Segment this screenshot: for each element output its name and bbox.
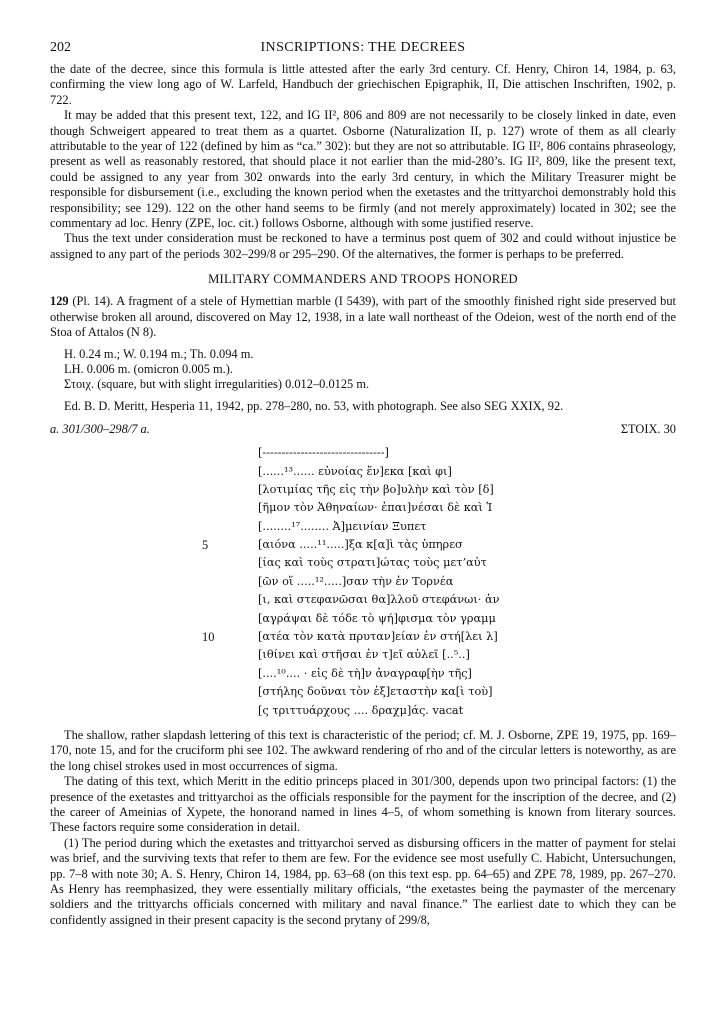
inscription-line — [50, 683, 676, 701]
measurement-letter-height: LH. 0.006 m. (omicron 0.005 m.). — [64, 361, 233, 376]
inscription-line — [50, 628, 676, 646]
commentary-paragraph-1: The shallow, rather slapdash lettering of this text is characteristic of the period; cf. M. J. Osborne, ZPE 19, 1975, pp. 169–170, note 15, and for the cruciform phi see 102. The awkward rendering of rho and of the circular letters is noteworthy, as are the long chisel strokes used in most occurrences of sigma. — [50, 727, 676, 773]
inscription-line — [50, 665, 676, 683]
line-text: [ι, καὶ στεφανῶσαι θα]λλοῦ στεφάνωι· ἀν — [258, 593, 500, 607]
commentary-paragraph-2: The dating of this text, which Meritt in the editio princeps placed in 301/300, depends upon two principal factors: (1) the presence of the exetastes and trittyarchoi as the officials responsible for the payment for the inscription of the decree, and (2) the career of Ameinias of Xypete, the honorand named in lines 4–5, of whom something is known from literary sources. These factors require some consideration in detail. — [50, 774, 676, 835]
inscription-line — [50, 702, 676, 720]
line-text: [........¹⁷........ Ἀ]μεινίαν Ξυπετ — [258, 519, 427, 533]
inscription-line — [50, 554, 676, 572]
inscription-line — [50, 646, 676, 664]
inscription-line — [50, 499, 676, 517]
page-number: 202 — [50, 40, 71, 55]
line-text: [στήλης δοῦναι τὸν ἐξ]εταστὴν κα[ὶ τοὺ] — [258, 685, 493, 699]
line-text: [....¹⁰.... · εἰς δὲ τὴ]ν ἀναγραφ[ὴν τῆς] — [258, 666, 472, 680]
section-title: MILITARY COMMANDERS AND TROOPS HONORED — [208, 272, 518, 287]
line-number: 5 — [202, 538, 209, 553]
inscription-line — [50, 481, 676, 499]
inscription-date: a. 301/300–298/7 a. — [50, 422, 150, 437]
entry-description — [50, 294, 676, 340]
inscription-line — [50, 610, 676, 628]
intro-paragraph-2: It may be added that this present text, 122, and IG II², 806 and 809 are not necessarily to be closely linked in date, even though Schweigert appeared to treat them as a quartet. Osborne (Naturalization II, p. 127) wrote of them as all clearly attributable to the year of 122 (defined by him as “ca.” 302): but they are not so attributable. IG II², 806 contains phraseology, present as well as reasonably restored, that should place it not earlier than the mid-280’s. IG II², 809, like the present text, could be assigned to any year from 302 onwards into the early 3rd century, in which the Military Treasurer might be responsible for disbursement (i.e., excluding the known period when the exetastes and the trittyarchoi demonstrably hold this responsibility; see 129). 122 on the other hand seems to be firmly (and not merely approximately) located in 302; see the commentary ad loc. Henry (ZPE, loc. cit.) follows Osborne, although with some justified reserve. — [50, 108, 676, 231]
inscription-line — [50, 463, 676, 481]
intro-paragraph-3: Thus the text under consideration must be reckoned to have a terminus post quem of 302 and could without injustice be assigned to any part of the periods 302–299/8 or 295–290. Of the alternatives, the former is perhaps to be preferred. — [50, 231, 676, 261]
inscription-line — [50, 573, 676, 591]
line-text: [αγράψαι δὲ τόδε τὸ ψή]φισμα τὸν γραμμ — [258, 611, 496, 625]
date-row — [50, 420, 676, 438]
measurement-stoichedon: Στοιχ. (square, but with slight irregularities) 0.012–0.0125 m. — [64, 377, 370, 392]
line-text: [ιθίνει καὶ στῆσαι ἐν τ]εῖ αὐλεῖ [..⁵..] — [258, 648, 470, 662]
inscription-line — [50, 591, 676, 609]
line-text: [ῆμον τὸν Ἀθηναίων· ἐπαι]νέσαι δὲ καὶ Ἱ — [258, 501, 493, 515]
inscription-text — [50, 444, 676, 720]
line-text: [--------------------------------] — [258, 446, 389, 460]
line-text: [......¹³...... εὐνοίας ἕν]εκα [καὶ φι] — [258, 464, 452, 478]
running-head: INSCRIPTIONS: THE DECREES — [260, 40, 466, 55]
line-number: 10 — [202, 630, 215, 645]
line-text: [ς τριττυάρχους .... δραχμ]άς. vacat — [258, 703, 464, 717]
intro-paragraph-1: the date of the decree, since this formula is little attested after the early 3rd century. Cf. Henry, Chiron 14, 1984, p. 63, confirming the view long ago of W. Larfeld, Handbuch der griechischen Epigraphik, II, Die attischen Inschriften, 1902, p. 722. — [50, 62, 676, 107]
line-text: [λοτιμίας τῆς εἰς τὴν βο]υλὴν καὶ τὸν [δ] — [258, 482, 494, 496]
inscription-line — [50, 444, 676, 462]
inscription-line — [50, 536, 676, 554]
entry-description-text: (Pl. 14). A fragment of a stele of Hymettian marble (I 5439), with part of the smoothly finished right side preserved but otherwise broken all around, discovered on May 12, 1938, in a late wall northeast of the Odeion, west of the north end of the Stoa of Attalos (N 8). — [50, 294, 676, 340]
page-header — [50, 40, 676, 62]
stoichedon-count: ΣΤΟΙΧ. 30 — [620, 422, 676, 437]
line-text: [ῶν οἵ .....¹².....]σαν τὴν ἐν Τορνέα — [258, 574, 454, 588]
line-text: [ατέα τὸν κατὰ πρυταν]είαν ἐν στή[λει λ] — [258, 630, 498, 644]
measurement-dimensions: H. 0.24 m.; W. 0.194 m.; Th. 0.094 m. — [64, 346, 254, 361]
entry-number: 129 — [50, 294, 69, 309]
page — [50, 40, 676, 928]
edition-reference: Ed. B. D. Meritt, Hesperia 11, 1942, pp. 278–280, no. 53, with photograph. See also SEG XXIX, 92. — [64, 398, 564, 413]
inscription-line — [50, 518, 676, 536]
line-text: [αιόνα .....¹¹.....]ξα κ[α]ὶ τὰς ὑπηρεσ — [258, 538, 463, 552]
line-text: [ίας καὶ τοὺς στρατι]ώτας τοὺς μετ’αὐτ — [258, 556, 487, 570]
commentary-paragraph-3: (1) The period during which the exetastes and trittyarchoi served as disbursing officers in the matter of payment for stelai was brief, and the surviving texts that refer to them are few. For the evidence see most usefully C. Habicht, Untersuchungen, pp. 7–8 with note 30; A. S. Henry, Chiron 14, 1984, pp. 63–68 (on this text esp. pp. 64–65) and ZPE 78, 1989, pp. 267–270. As Henry has reemphasized, they were essentially military officials, “the exetastes being the paymaster of the mercenary soldiers and the trittyarchs officials concerned with military and naval finance.” The earliest date to which they can be confidently assigned in their present capacity is the second prytany of 299/8, — [50, 835, 676, 927]
